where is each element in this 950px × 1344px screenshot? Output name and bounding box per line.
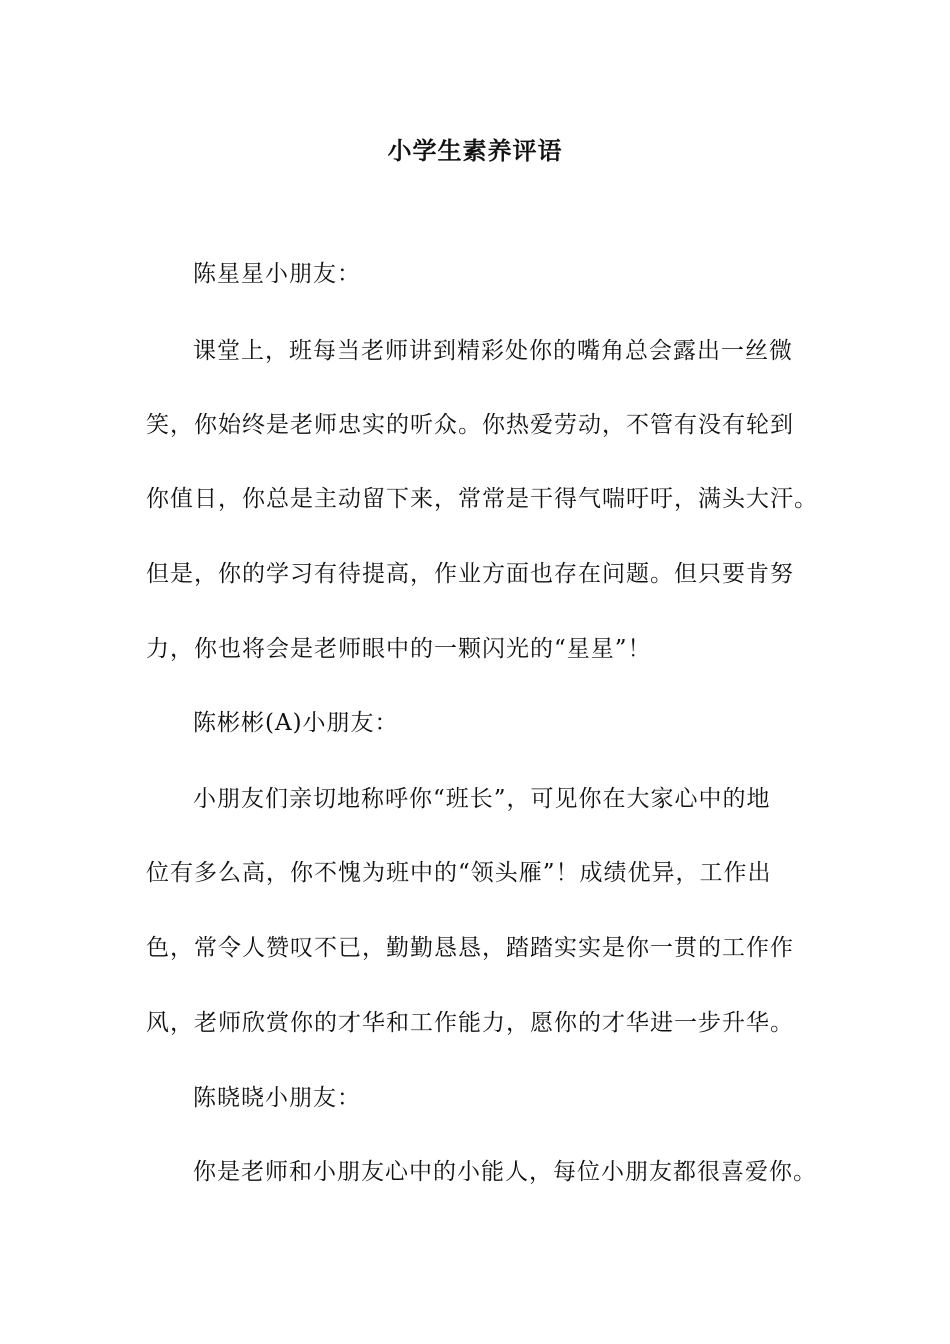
comment-line: 力，你也将会是老师眼中的一颗闪光的“星星”！ (146, 636, 652, 662)
comment-line: 小朋友们亲切地称呼你“班长”，可见你在大家心中的地 (193, 786, 771, 812)
comment-line: 课堂上，班每当老师讲到精彩处你的嘴角总会露出一丝微 (193, 338, 793, 364)
comment-line: 色，常令人赞叹不已，勤勤恳恳，踏踏实实是你一贯的工作作 (146, 935, 794, 961)
comment-line: 位有多么高，你不愧为班中的“领头雁”！成绩优异，工作出 (146, 860, 772, 886)
comment-line: 笑，你始终是老师忠实的听众。你热爱劳动，不管有没有轮到 (146, 412, 794, 438)
document-title: 小学生素养评语 (387, 136, 563, 165)
comment-line: 你是老师和小朋友心中的小能人，每位小朋友都很喜爱你。 (193, 1159, 817, 1185)
comment-line: 但是，你的学习有待提高，作业方面也存在问题。但只要肯努 (146, 561, 794, 587)
comment-line: 你值日，你总是主动留下来，常常是干得气喘吁吁，满头大汗。 (146, 486, 818, 512)
comment-line: 风，老师欣赏你的才华和工作能力，愿你的才华进一步升华。 (146, 1010, 794, 1036)
student-name-heading: 陈晓晓小朋友： (193, 1085, 361, 1111)
student-name-heading: 陈星星小朋友： (193, 261, 361, 287)
student-name-heading: 陈彬彬(A)小朋友： (193, 710, 399, 736)
